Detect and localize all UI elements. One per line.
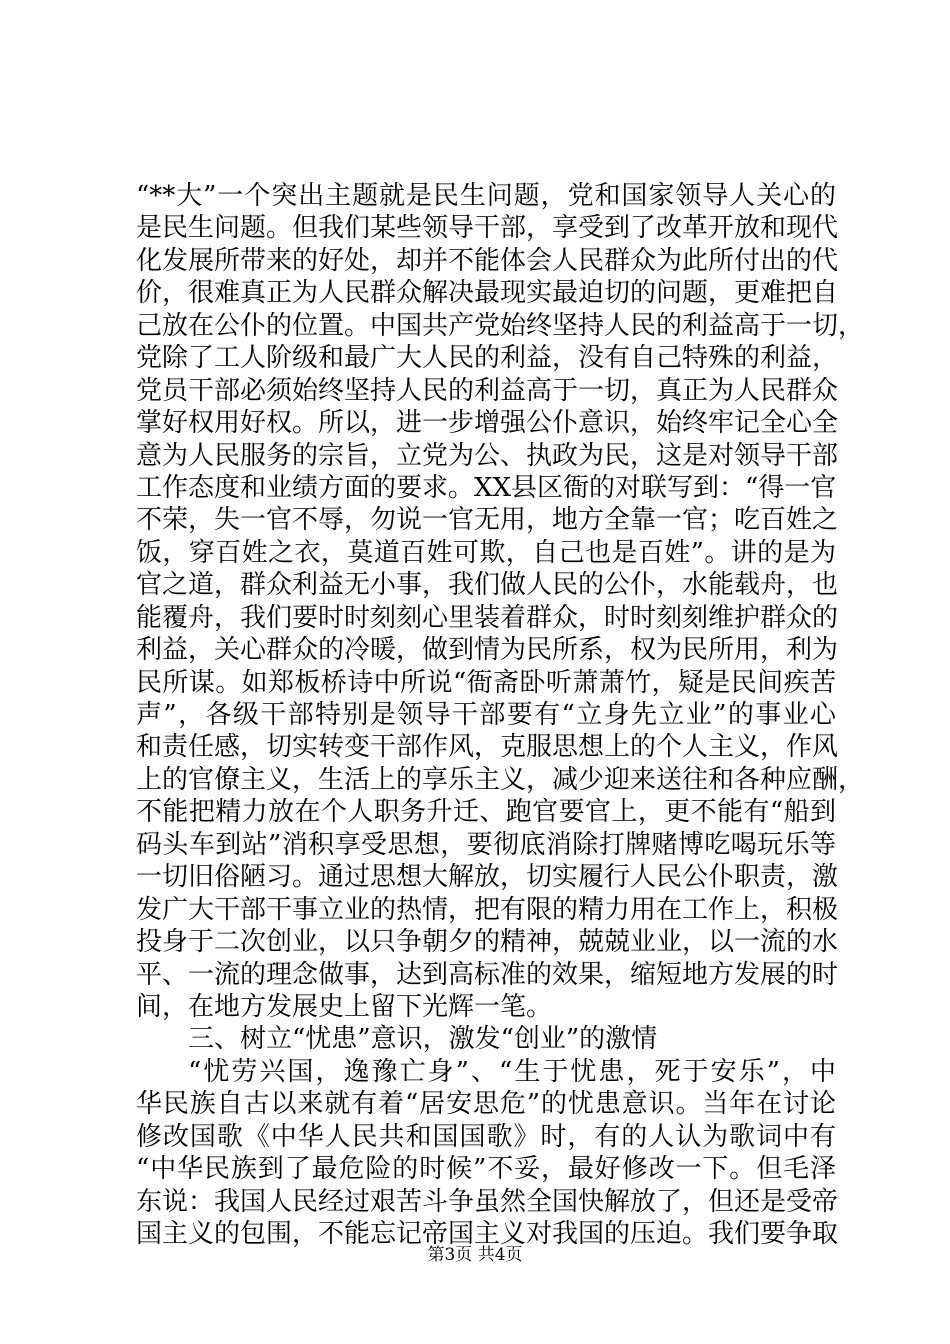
paragraph-2-line: 东说：我国人民经过艰苦斗争虽然全国快解放了，但还是受帝 [136,1186,839,1217]
paragraph-2 [136,1088,839,1250]
paragraph-1-line: 和责任感，切实转变干部作风，克服思想上的个人主义，作风 [136,732,839,763]
paragraph-1-line: “**大”一个突出主题就是民生问题，党和国家领导人关心的 [136,181,836,211]
paragraph-2-line: “中华民族到了最危险的时候”不妥，最好修改一下。但毛泽 [136,1154,836,1185]
paragraph-1-last-line: 间，在地方发展史上留下光辉一笔。 [136,991,553,1022]
paragraph-1 [136,180,865,991]
page-footer: 第3页 共4页 [427,1245,523,1265]
paragraph-1-line: 能覆舟，我们要时时刻刻心里装着群众，时时刻刻维护群众的 [136,602,839,633]
document-body [136,180,865,1250]
paragraph-1-line: 投身于二次创业，以只争朝夕的精神，兢兢业业，以一流的水 [136,927,839,958]
paragraph-1-line: 官之道，群众利益无小事，我们做人民的公仆，水能载舟，也 [136,570,839,601]
paragraph-1-line: 党除了工人阶级和最广大人民的利益，没有自己特殊的利益， [136,343,839,374]
paragraph-2-first-line: “忧劳兴国，逸豫亡身”、“生于忧患，死于安乐”，中 [188,1056,836,1087]
paragraph-1-line: 不能把精力放在个人职务升迁、跑官要官上，更不能有“船到 [136,797,836,828]
paragraph-1-line: 是民生问题。但我们某些领导干部，享受到了改革开放和现代 [136,213,839,244]
paragraph-2-line: 华民族自古以来就有着“居安思危”的忧患意识。当年在讨论 [136,1089,836,1120]
paragraph-1-line: 意为人民服务的宗旨，立党为公、执政为民，这是对领导干部 [136,440,839,471]
paragraph-2-line: 国主义的包围，不能忘记帝国主义对我国的压迫。我们要争取 [136,1219,839,1249]
paragraph-1-line: 声”，各级干部特别是领导干部要有“立身先立业”的事业心 [136,700,836,730]
paragraph-1-line: 化发展所带来的好处，却并不能体会人民群众为此所付出的代 [136,245,839,276]
paragraph-1-line: 利益，关心群众的冷暖，做到情为民所系，权为民所用，利为 [136,635,839,666]
paragraph-1-line: 码头车到站”消积享受思想，要彻底消除打牌赌博吃喝玩乐等 [136,829,836,860]
paragraph-1-line: 发广大干部干事立业的热情，把有限的精力用在工作上，积极 [136,894,839,925]
paragraph-1-line: 己放在公仆的位置。中国共产党始终坚持人民的利益高于一切， [136,310,865,341]
paragraph-1-line: 价，很难真正为人民群众解决最现实最迫切的问题，更难把自 [136,278,839,309]
paragraph-1-line: 民所谋。如郑板桥诗中所说“衙斋卧听萧萧竹，疑是民间疾苦 [136,667,836,698]
paragraph-2-line: 修改国歌《中华人民共和国国歌》时，有的人认为歌词中有 [136,1121,836,1152]
section-heading-3: 三、树立“忧患”意识，激发“创业”的激情 [188,1024,658,1055]
paragraph-1-line: 不荣，失一官不辱，勿说一官无用，地方全靠一官；吃百姓之 [136,505,839,536]
paragraph-1-line: 党员干部必须始终坚持人民的利益高于一切，真正为人民群众 [136,375,839,406]
paragraph-1-line: 上的官僚主义，生活上的享乐主义，减少迎来送往和各种应酬， [136,764,865,795]
paragraph-1-line: 平、一流的理念做事，达到高标准的效果，缩短地方发展的时 [136,959,839,990]
paragraph-1-line: 饭，穿百姓之衣，莫道百姓可欺，自己也是百姓”。讲的是为 [136,537,836,568]
paragraph-1-line: 一切旧俗陋习。通过思想大解放，切实履行人民公仆职责，激 [136,862,839,893]
paragraph-1-line: 工作态度和业绩方面的要求。XX县区衙的对联写到：“得一官 [136,472,837,503]
paragraph-1-line: 掌好权用好权。所以，进一步增强公仆意识，始终牢记全心全 [136,408,839,439]
